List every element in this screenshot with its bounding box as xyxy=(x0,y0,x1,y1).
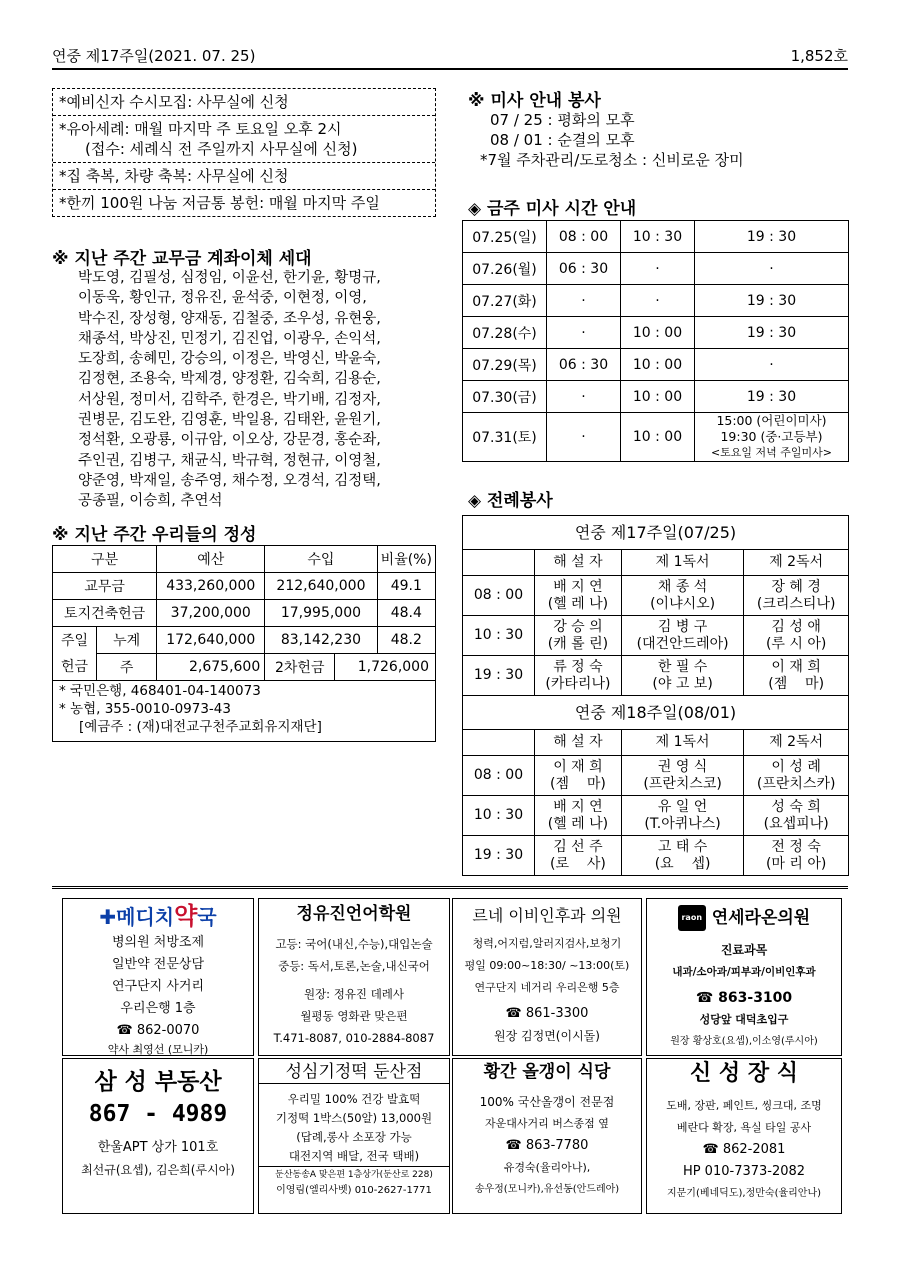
baptismal-name: (카타리나) xyxy=(545,675,611,692)
person-name: 성 숙 희 xyxy=(771,798,821,815)
mass-cell: · xyxy=(547,381,621,413)
liturgy-person xyxy=(621,576,743,616)
liturgy-person xyxy=(535,576,622,616)
mass-cell: · xyxy=(547,285,621,317)
mass-cell: · xyxy=(547,413,621,462)
person-name: 배 지 연 xyxy=(553,798,603,815)
baptismal-name: (프란치스코) xyxy=(643,775,722,792)
finance-cell: 48.2 xyxy=(377,627,435,654)
baptismal-name: (마 리 아) xyxy=(765,855,827,872)
liturgy-row xyxy=(463,796,849,836)
donor-line: 권병문, 김도완, 김영훈, 박일용, 김태완, 윤원기, xyxy=(78,412,381,429)
liturgy-time: 19 : 30 xyxy=(463,656,535,696)
mass-cell: 19 : 30 xyxy=(695,285,849,317)
ad-line: 자운대사거리 버스종점 옆 xyxy=(485,1117,609,1130)
finance-cell: 433,260,000 xyxy=(157,573,265,600)
baptismal-name: (이냐시오) xyxy=(650,595,716,612)
ad-line: 원장 김정면(이시돌) xyxy=(494,1029,600,1043)
ad-ent-clinic xyxy=(452,898,642,1056)
saturday-mass-line: <토요일 저녁 주일미사> xyxy=(710,446,833,459)
ad-phone: ☎ 861-3300 xyxy=(505,1006,589,1021)
notice-item: *집 축복, 차량 축복: 사무실에 신청 xyxy=(53,163,435,190)
ad-academy xyxy=(258,898,450,1056)
ad-line: 성당앞 대덕초입구 xyxy=(699,1013,789,1026)
mass-row xyxy=(463,381,849,413)
ad-phone: ☎ 862-2081 xyxy=(702,1142,786,1157)
saturday-mass-line: 19:30 (중·고등부) xyxy=(720,429,823,444)
notice-box xyxy=(52,88,436,217)
finance-header: 구분 xyxy=(53,546,157,573)
ad-line: 진료과목 xyxy=(720,943,768,957)
ad-line: 베란다 확장, 욕실 타일 공사 xyxy=(676,1121,812,1134)
baptismal-name: (헬 레 나) xyxy=(547,815,609,832)
liturgy-person xyxy=(621,616,743,656)
finance-cell: 48.4 xyxy=(377,600,435,627)
ad-line: 고등: 국어(내신,수능),대입논술 xyxy=(275,937,433,951)
mass-cell: 10 : 00 xyxy=(621,349,695,381)
mass-cell: 07.25(일) xyxy=(463,221,547,253)
ad-line: 도배, 장판, 페인트, 씽크대, 조명 xyxy=(666,1099,822,1112)
liturgy-week-label: 연중 제17주일(07/25) xyxy=(463,516,849,550)
liturgy-person xyxy=(535,756,622,796)
ad-restaurant xyxy=(452,1058,642,1214)
ad-line: 중등: 독서,토론,논술,내신국어 xyxy=(278,959,430,973)
person-name: 이 재 희 xyxy=(553,758,603,775)
liturgy-time: 08 : 00 xyxy=(463,576,535,616)
mass-times-table xyxy=(462,220,849,462)
ad-line: 100% 국산올갱이 전문점 xyxy=(479,1095,615,1109)
empty-cell xyxy=(463,730,535,756)
liturgy-header: 해 설 자 xyxy=(535,730,622,756)
liturgy-person xyxy=(621,796,743,836)
ad-line: HP 010-7373-2082 xyxy=(682,1164,806,1179)
finance-cell: 2,675,600 xyxy=(157,654,265,681)
liturgy-person xyxy=(621,836,743,876)
baptismal-name: (로 사) xyxy=(550,855,606,872)
notice-item: *유아세례: 매월 마지막 주 토요일 오후 2시 (접수: 세례식 전 주일까지 사무실에 신청) xyxy=(53,116,435,163)
finance-cell: 2차헌금 xyxy=(265,654,335,681)
liturgy-header: 제 2독서 xyxy=(744,730,849,756)
ad-line: 평일 09:00~18:30/ ~13:00(토) xyxy=(464,959,630,972)
mass-cell: 07.30(금) xyxy=(463,381,547,413)
donor-line: 김정현, 조용숙, 박제경, 양정환, 김숙희, 김용순, xyxy=(78,371,381,388)
mass-cell: 10 : 00 xyxy=(621,413,695,462)
mass-cell: 10 : 00 xyxy=(621,317,695,349)
liturgy-person xyxy=(744,836,849,876)
ad-line: 최선규(요셉), 김은희(루시아) xyxy=(81,1163,235,1177)
liturgy-row xyxy=(463,616,849,656)
ad-line: 유경숙(율리아나), xyxy=(503,1161,591,1174)
page-header xyxy=(52,44,848,70)
person-name: 배 지 연 xyxy=(553,578,603,595)
finance-cell: 172,640,000 xyxy=(157,627,265,654)
finance-cell: 누계 xyxy=(97,627,157,654)
finance-cell: 1,726,000 xyxy=(335,654,436,681)
baptismal-name: (헬 레 나) xyxy=(547,595,609,612)
ad-line: 일반약 전문상담 xyxy=(111,957,205,972)
liturgy-person xyxy=(535,656,622,696)
mass-cell: · xyxy=(695,349,849,381)
liturgy-person xyxy=(621,756,743,796)
mass-cell: 07.28(수) xyxy=(463,317,547,349)
donor-line: 공종필, 이승희, 추연석 xyxy=(78,493,223,510)
mass-cell: 19 : 30 xyxy=(695,317,849,349)
mass-cell: 08 : 00 xyxy=(547,221,621,253)
ad-line: 월평동 영화관 맞은편 xyxy=(300,1009,408,1023)
person-name: 이 재 희 xyxy=(771,658,821,675)
liturgy-person xyxy=(744,656,849,696)
liturgy-time: 10 : 30 xyxy=(463,616,535,656)
ad-line: 지문기(베네딕도),정만숙(율리안나) xyxy=(666,1188,822,1199)
finance-cell: 83,142,230 xyxy=(265,627,377,654)
person-name: 김 성 애 xyxy=(771,618,821,635)
notice-item: *한끼 100원 나눔 저금통 봉헌: 매월 마지막 주일 xyxy=(59,194,380,212)
finance-cell: 49.1 xyxy=(377,573,435,600)
donor-line: 도장희, 송혜민, 강승의, 이정은, 박영신, 박윤숙, xyxy=(78,351,381,368)
finance-cell: 17,995,000 xyxy=(265,600,377,627)
realty-phone: 867 - 4989 xyxy=(88,1101,228,1127)
mass-cell: 06 : 30 xyxy=(547,253,621,285)
ad-line: (답례,롱사 소포장 가능 xyxy=(296,1130,412,1144)
baptismal-name: (T.아퀴나스) xyxy=(644,815,721,832)
mass-cell: 07.29(목) xyxy=(463,349,547,381)
mass-cell: 19 : 30 xyxy=(695,221,849,253)
person-name: 채 종 석 xyxy=(657,578,708,595)
baptismal-name: (야 고 보) xyxy=(652,675,713,692)
mass-cell: 06 : 30 xyxy=(547,349,621,381)
notice-item: *예비신자 수시모집: 사무실에 신청 xyxy=(53,89,435,116)
ad-line: 약사 최영선 (모니카) xyxy=(107,1043,209,1056)
liturgy-title: ◈ 전례봉사 xyxy=(468,491,553,511)
mass-cell: · xyxy=(621,253,695,285)
person-name: 고 태 수 xyxy=(657,838,708,855)
baptismal-name: (대건안드레아) xyxy=(636,635,729,652)
account-line: * 농협, 355-0010-0973-43 xyxy=(59,701,231,717)
mass-cell: · xyxy=(547,317,621,349)
person-name: 김 병 구 xyxy=(657,618,708,635)
ad-pharmacy xyxy=(62,898,254,1056)
person-name: 장 혜 경 xyxy=(771,578,821,595)
liturgy-person xyxy=(535,836,622,876)
finance-cell: 37,200,000 xyxy=(157,600,265,627)
ad-line: T.471-8087, 010-2884-8087 xyxy=(273,1031,435,1045)
liturgy-row xyxy=(463,836,849,876)
mass-cell: 07.27(화) xyxy=(463,285,547,317)
liturgy-row xyxy=(463,656,849,696)
ad-phone: ☎ 862-0070 xyxy=(116,1023,200,1038)
ad-line: 우리밀 100% 건강 발효떡 xyxy=(287,1092,421,1106)
person-name: 유 일 언 xyxy=(657,798,708,815)
parking-notice: *7월 주차관리/도로청소 : 신비로운 장미 xyxy=(480,151,744,169)
liturgy-person xyxy=(535,616,622,656)
mass-cell: · xyxy=(695,253,849,285)
baptismal-name: (요셉피나) xyxy=(763,815,829,832)
account-holder: [예금주 : (재)대전교구천주교회유지재단] xyxy=(79,719,322,735)
mass-service-title: ※ 미사 안내 봉사 xyxy=(468,91,601,111)
baptismal-name: (젬 마) xyxy=(768,675,825,692)
mass-cell: 07.26(월) xyxy=(463,253,547,285)
person-name: 한 필 수 xyxy=(657,658,708,675)
ad-line: 연구단지 네거리 우리은행 5층 xyxy=(474,981,620,994)
finance-cell: 212,640,000 xyxy=(265,573,377,600)
ad-line: 송우정(모니카),유선동(안드레아) xyxy=(474,1184,620,1195)
bank-accounts xyxy=(52,680,436,742)
liturgy-person xyxy=(744,616,849,656)
ad-line: 둔산동송A 맞은편 1층상가(둔산로 228) xyxy=(259,1166,449,1183)
baptismal-name: (캐 롤 린) xyxy=(547,635,609,652)
ad-line: 내과/소아과/피부과/이비인후과 xyxy=(672,966,816,978)
liturgy-person xyxy=(744,576,849,616)
liturgy-person xyxy=(744,796,849,836)
ad-line: 원장 황상호(요셉),이소영(루시아) xyxy=(670,1036,818,1047)
ad-line: 청력,어지럼,알러지검사,보청기 xyxy=(472,937,622,950)
liturgy-header: 제 1독서 xyxy=(621,550,743,576)
ad-raon-clinic xyxy=(646,898,842,1056)
finance-header: 예산 xyxy=(157,546,265,573)
restaurant-name: 황간 올갱이 식당 xyxy=(483,1062,611,1082)
ad-line: 기정떡 1박스(50알) 13,000원 xyxy=(275,1111,433,1125)
issue-date: 연중 제17주일(2021. 07. 25) xyxy=(52,47,256,65)
liturgy-header: 제 2독서 xyxy=(744,550,849,576)
donor-line: 주인권, 김병구, 채균식, 박규혁, 정현규, 이영철, xyxy=(78,452,381,469)
liturgy-time: 19 : 30 xyxy=(463,836,535,876)
empty-cell xyxy=(463,550,535,576)
mass-cell: 10 : 00 xyxy=(621,381,695,413)
divider xyxy=(52,886,848,889)
liturgy-time: 10 : 30 xyxy=(463,796,535,836)
liturgy-person xyxy=(535,796,622,836)
interior-name: 신 성 장 식 xyxy=(690,1061,798,1086)
mass-cell: · xyxy=(621,285,695,317)
liturgy-person xyxy=(744,756,849,796)
donor-line: 양준영, 박재일, 송주영, 채수정, 오경석, 김정택, xyxy=(78,472,381,489)
mass-row xyxy=(463,413,849,462)
liturgy-header: 제 1독서 xyxy=(621,730,743,756)
saturday-mass-line: 15:00 (어린이미사) xyxy=(716,413,827,428)
finance-table xyxy=(52,545,436,681)
liturgy-time: 08 : 00 xyxy=(463,756,535,796)
ad-interior xyxy=(646,1058,842,1214)
ad-line: 연구단지 사거리 xyxy=(111,979,205,994)
liturgy-week-label: 연중 제18주일(08/01) xyxy=(463,696,849,730)
mass-times-title: ◈ 금주 미사 시간 안내 xyxy=(468,199,637,219)
mass-cell: 07.31(토) xyxy=(463,413,547,462)
baptismal-name: (요 셉) xyxy=(654,855,711,872)
liturgy-table xyxy=(462,515,849,876)
ad-line: 원장: 정유진 데레사 xyxy=(303,987,405,1001)
cross-icon: ✚ xyxy=(99,905,117,929)
donor-line: 박수진, 장성형, 양재동, 김철중, 조우성, 유현웅, xyxy=(78,310,381,327)
pharmacy-name: ✚메디치약국 xyxy=(99,902,217,930)
liturgy-row xyxy=(463,576,849,616)
donor-list xyxy=(78,268,438,512)
person-name: 이 성 례 xyxy=(771,758,821,775)
ad-realty xyxy=(62,1058,254,1214)
ricecake-name: 성심기정떡 둔산점 xyxy=(259,1061,449,1084)
mass-service-list xyxy=(480,110,744,170)
mass-service-line: 08 / 01 : 순결의 모후 xyxy=(490,131,635,149)
donors-title: ※ 지난 주간 교무금 계좌이체 세대 xyxy=(52,249,312,269)
realty-name: 삼 성 부동산 xyxy=(94,1069,222,1095)
donor-line: 박도영, 김필성, 심정임, 이윤선, 한기윤, 황명규, xyxy=(78,270,381,286)
mass-cell: 10 : 30 xyxy=(621,221,695,253)
baptismal-name: (프란치스카) xyxy=(756,775,836,792)
mass-row xyxy=(463,349,849,381)
person-name: 김 선 주 xyxy=(553,838,603,855)
ad-line: 대전지역 배달, 전국 택배) xyxy=(288,1149,420,1163)
ad-ricecake xyxy=(258,1058,450,1214)
ad-phone: ☎ 863-3100 xyxy=(695,990,793,1006)
finance-cell: 토지건축헌금 xyxy=(53,600,157,627)
person-name: 류 정 숙 xyxy=(553,658,603,675)
ad-line: 이영림(엘리사벳) 010-2627-1771 xyxy=(276,1185,432,1196)
account-line: * 국민은행, 468401-04-140073 xyxy=(59,683,261,699)
person-name: 강 승 의 xyxy=(553,618,603,635)
donor-line: 정석환, 오광룡, 이규암, 이오상, 강문경, 홍순좌, xyxy=(78,432,381,449)
donor-line: 서상원, 정미서, 김학주, 한경은, 박기배, 김정자, xyxy=(78,391,381,408)
baptismal-name: (젬 마) xyxy=(550,775,606,792)
mass-cell: 19 : 30 xyxy=(695,381,849,413)
finance-cell: 주 xyxy=(97,654,157,681)
sunday-offering-label: 주일 헌금 xyxy=(53,627,97,681)
mass-row xyxy=(463,285,849,317)
mass-row xyxy=(463,317,849,349)
mass-row xyxy=(463,253,849,285)
raon-logo-icon: raon xyxy=(678,905,706,931)
person-name: 권 영 식 xyxy=(657,758,708,775)
ad-line: 병의원 처방조제 xyxy=(111,935,205,950)
baptismal-name: (크리스티나) xyxy=(756,595,836,612)
mass-row xyxy=(463,221,849,253)
person-name: 전 정 숙 xyxy=(771,838,821,855)
donor-line: 이동욱, 황인규, 정유진, 윤석중, 이현정, 이영, xyxy=(78,290,367,307)
donor-line: 채종석, 박상진, 민정기, 김진업, 이광우, 손익석, xyxy=(78,330,381,347)
finance-title: ※ 지난 주간 우리들의 정성 xyxy=(52,525,257,545)
finance-cell: 교무금 xyxy=(53,573,157,600)
finance-header: 비율(%) xyxy=(377,546,435,573)
finance-header: 수입 xyxy=(265,546,377,573)
clinic-name: 르네 이비인후과 의원 xyxy=(472,906,622,925)
mass-service-line: 07 / 25 : 평화의 모후 xyxy=(490,111,635,129)
liturgy-person xyxy=(621,656,743,696)
ad-line: 우리은행 1층 xyxy=(120,1001,196,1016)
saturday-evening-cell xyxy=(695,413,849,462)
liturgy-row xyxy=(463,756,849,796)
baptismal-name: (루 시 아) xyxy=(765,635,827,652)
issue-number: 1,852호 xyxy=(790,47,848,65)
academy-name: 정유진언어학원 xyxy=(296,904,412,924)
liturgy-header: 해 설 자 xyxy=(535,550,622,576)
ad-phone: ☎ 863-7780 xyxy=(505,1138,589,1153)
raon-name: raon 연세라온의원 xyxy=(647,905,841,931)
ad-line: 한울APT 상가 101호 xyxy=(97,1140,219,1155)
